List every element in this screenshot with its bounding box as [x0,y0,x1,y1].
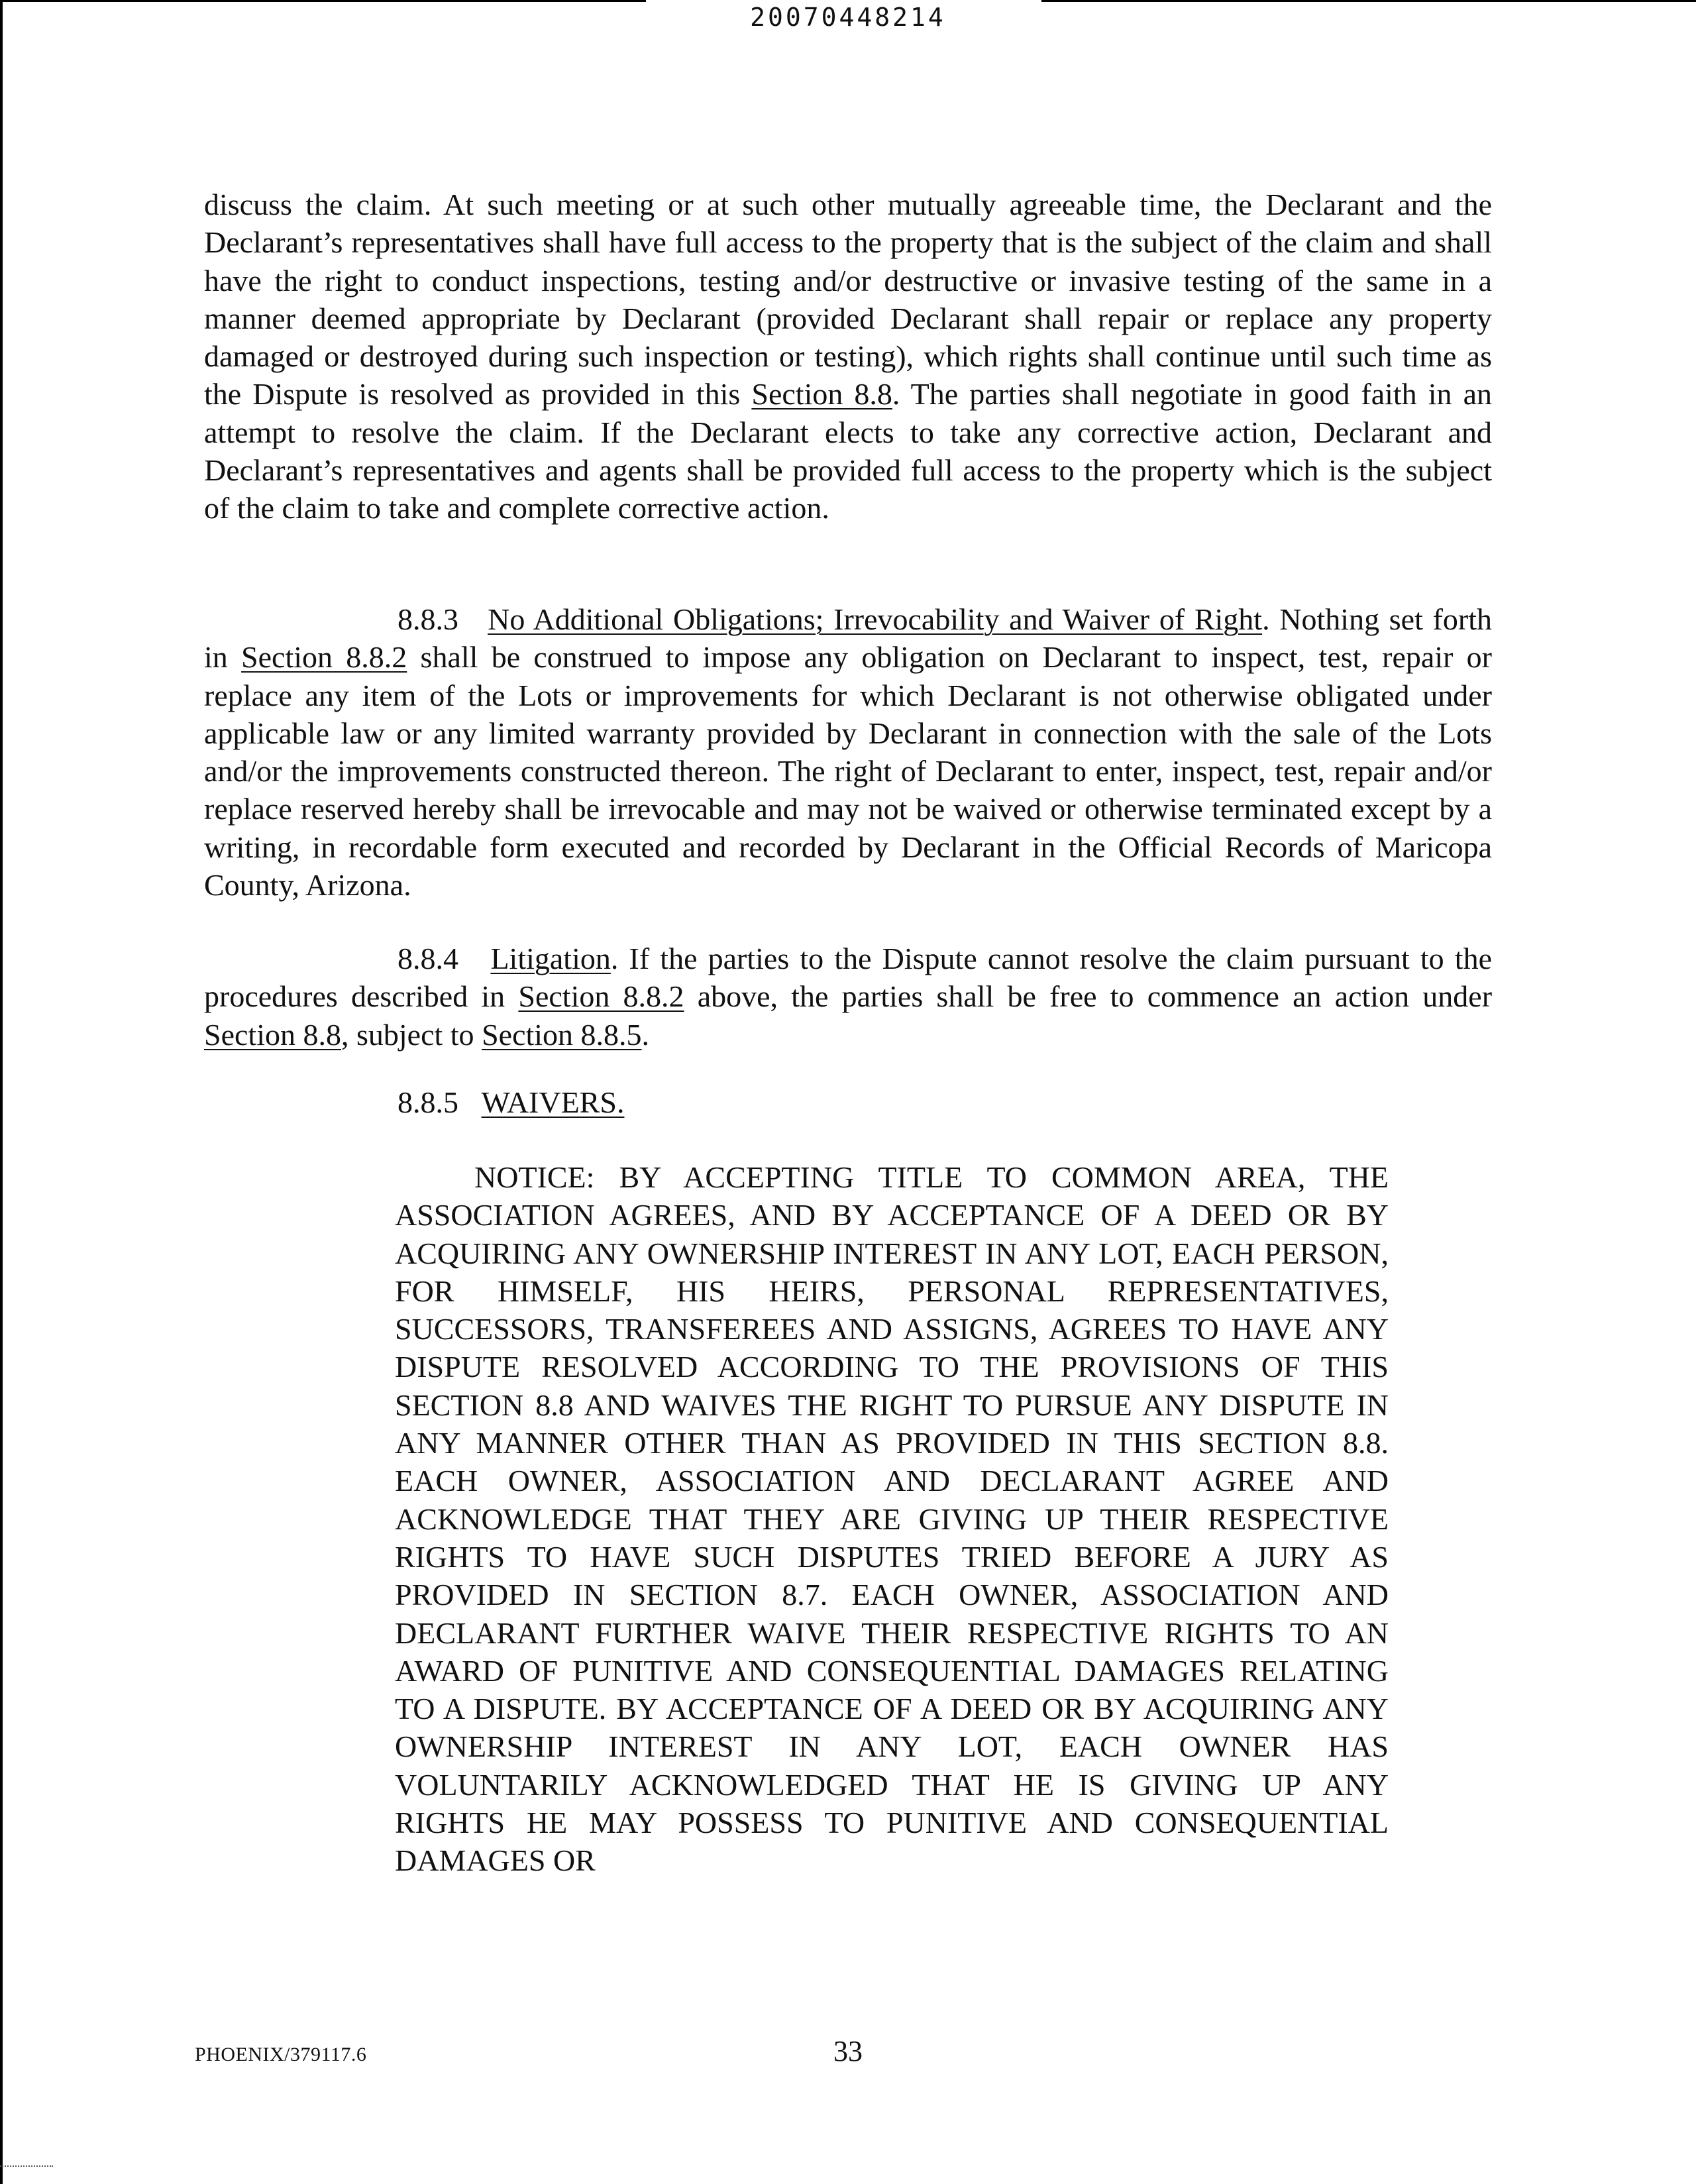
section-8-8-4 [204,940,1492,1054]
section-text: , subject to [341,1017,482,1052]
page-edge [0,0,3,2184]
section-reference: Section 8.8 [751,377,892,411]
top-rule-left [0,0,646,2]
scan-mark [0,2165,53,2168]
section-reference: Section 8.8.2 [241,640,407,675]
section-8-8-5-heading [398,1083,624,1121]
section-title: No Additional Obligations; Irrevocability and Waiver of Right [488,602,1263,636]
section-text: shall be construed to impose any obligation on Declarant to inspect, test, repair or replace any item of the Lots or improvements for which Declarant is not otherwise obligated under applicable law or any limited warranty provided by Declarant in connection with the sale of the Lots and/or the improvements constructed thereon. The right of Declarant to enter, inspect, test, repair and/or replace reserved hereby shall be irrevocable and may not be waived or otherwise terminated except by a writing, in recordable form executed and recorded by Declarant in the Official Records of Maricopa County, Arizona. [204,640,1492,902]
section-reference: Section 8.8 [204,1017,341,1052]
section-reference: Section 8.8.2 [518,979,684,1014]
waiver-notice: NOTICE: BY ACCEPTING TITLE TO COMMON AREA, THE ASSOCIATION AGREES, AND BY ACCEPTANCE OF A DEED OR BY ACQUIRING ANY OWNERSHIP INTEREST IN ANY LOT, EACH PERSON, FOR HIMSELF, HIS HEIRS, PERSONAL REPRESENTATIVES, SUCCESSORS, TRANSFEREES AND ASSIGNS, AGREES TO HAVE ANY DISPUTE RESOLVED ACCORDING TO THE PROVISIONS OF THIS SECTION 8.8 AND WAIVES THE RIGHT TO PURSUE ANY DISPUTE IN ANY MANNER OTHER THAN AS PROVIDED IN THIS SECTION 8.8. EACH OWNER, ASSOCIATION AND DECLARANT AGREE AND ACKNOWLEDGE THAT THEY ARE GIVING UP THEIR RESPECTIVE RIGHTS TO HAVE SUCH DISPUTES TRIED BEFORE A JURY AS PROVIDED IN SECTION 8.7. EACH OWNER, ASSOCIATION AND DECLARANT FURTHER WAIVE THEIR RESPECTIVE RIGHTS TO AN AWARD OF PUNITIVE AND CONSEQUENTIAL DAMAGES RELATING TO A DISPUTE. BY ACCEPTANCE OF A DEED OR BY ACQUIRING ANY OWNERSHIP INTEREST IN ANY LOT, EACH OWNER HAS VOLUNTARILY ACKNOWLEDGED THAT HE IS GIVING UP ANY RIGHTS HE MAY POSSESS TO PUNITIVE AND CONSEQUENTIAL DAMAGES OR [395,1160,1389,1878]
section-text: . [641,1017,650,1052]
section-text: . Nothing set forth in [204,602,1493,675]
top-rule-right [1041,0,1696,2]
section-8-8-3 [204,600,1492,904]
section-number: 8.8.4 [398,942,458,975]
paragraph-1-text: discuss the claim. At such meeting or at such other mutually agreeable time, the Declarant and the Declarant’s representatives shall have full access to the property that is the subject of the claim and shall have the right to conduct inspections, testing and/or destructive or invasive testing of the same in a manner deemed appropriate by Declarant (provided Declarant shall repair or replace any property damaged or destroyed during such inspection or testing), which rights shall continue until such time as the Dispute is resolved as provided in this [204,188,1492,411]
section-number: 8.8.3 [398,602,458,636]
paragraph-1-text-after: . The parties shall negotiate in good faith in an attempt to resolve the claim. If the Declarant elects to take any corrective action, Declarant and Declarant’s representatives and agents shall be provided full access to the property which is the subject of the claim to take and complete corrective action. [204,377,1493,525]
paragraph-continuation [204,186,1492,527]
section-text: . If the parties to the Dispute cannot resolve the claim pursuant to the procedures described in [204,942,1492,1014]
footer-document-id: PHOENIX/379117.6 [195,2044,367,2065]
document-number: 20070448214 [750,3,946,32]
section-reference: Section 8.8.5 [482,1017,642,1052]
page-number: 33 [833,2035,863,2067]
section-number: 8.8.5 [398,1085,458,1119]
section-title: WAIVERS. [481,1085,625,1119]
section-title: Litigation [490,942,611,975]
section-text: above, the parties shall be free to commence an action under [684,979,1493,1014]
